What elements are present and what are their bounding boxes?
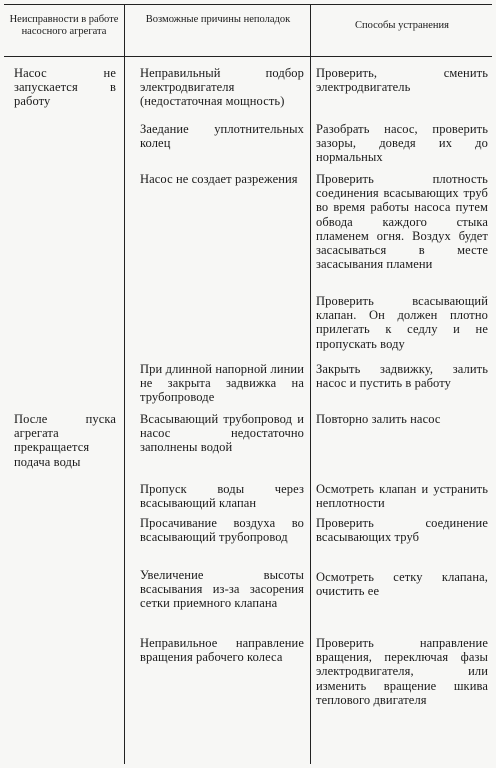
header-remedy-column: Способы устранения bbox=[355, 20, 449, 31]
remedy-2-1: Повторно залить насос bbox=[316, 412, 441, 426]
cause-2-3: Просачивание воздуха во всасывающий трубопровод bbox=[140, 516, 304, 545]
remedy-2-2: Осмотреть клапан и устранить неплотности bbox=[316, 482, 488, 511]
fault-1: Насос не запускается в работу bbox=[14, 66, 116, 109]
remedy-1-4: Проверить всасывающий клапан. Он должен плотно прилегать к седлу и не пропускать воду bbox=[316, 294, 488, 351]
cause-2-4: Увеличение высоты всасывания из-за засорения сетки приемного клапана bbox=[140, 568, 304, 611]
remedy-1-5: Закрыть задвижку, залить насос и пустить в работу bbox=[316, 362, 488, 391]
cause-1-5: При длинной напорной линии не закрыта задвижка на трубопроводе bbox=[140, 362, 304, 405]
fault-2: После пуска агрегата прекращается подача воды bbox=[14, 412, 116, 469]
column-divider-2 bbox=[310, 4, 311, 764]
remedy-2-4: Осмотреть сетку клапана, очистить ее bbox=[316, 570, 488, 599]
header-bottom-rule bbox=[4, 56, 492, 57]
remedy-2-5: Проверить направление вращения, переключая фазы электродвигателя, или изменить вращение шкива теплового двигателя bbox=[316, 636, 488, 707]
remedy-1-1: Проверить, сменить электродвигатель bbox=[316, 66, 488, 95]
cause-1-1: Неправильный подбор электродвигателя (недостаточная мощность) bbox=[140, 66, 304, 109]
column-divider-1 bbox=[124, 4, 125, 764]
remedy-2-3: Проверить соединение всасывающих труб bbox=[316, 516, 488, 545]
remedy-1-2: Разобрать насос, проверить зазоры, доведя их до нормальных bbox=[316, 122, 488, 165]
top-rule bbox=[4, 4, 492, 5]
cause-2-1: Всасывающий трубопровод и насос недостаточно заполнены водой bbox=[140, 412, 304, 455]
cause-2-2: Пропуск воды через всасывающий клапан bbox=[140, 482, 304, 511]
cause-1-3: Насос не создает разрежения bbox=[140, 172, 298, 186]
remedy-1-3: Проверить плотность соединения всасывающих труб во время работы насоса путем обвода каждого стыка пламенем огня. Воздух будет засасываться в месте засасывания пламени bbox=[316, 172, 488, 272]
cause-1-2: Заедание уплотнительных колец bbox=[140, 122, 304, 151]
cause-2-5: Неправильное направление вращения рабочего колеса bbox=[140, 636, 304, 665]
header-fault-column: Неисправности в работе насосного агрегата bbox=[9, 14, 119, 37]
header-cause-column: Возможные причины неполадок bbox=[145, 14, 291, 25]
